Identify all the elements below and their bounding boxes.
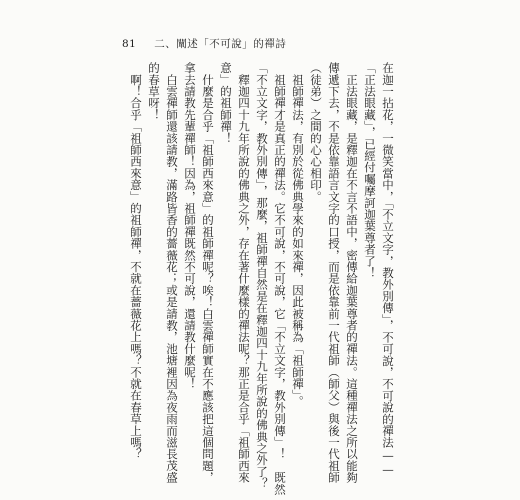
text-column: 白雲禪師還該請教，滿路皆香的薔薇花；或是請教，池塘裡因為夜雨而滋長茂盛 <box>165 62 179 484</box>
text-column: 拿去請教先輩禪師！因為，祖師禪既然不可說，還請教什麼呢！ <box>183 62 197 390</box>
text-column: 什麼是合乎「祖師西來意」的祖師禪呢？唉！白雲禪師實在不應該把這個問題， <box>201 62 215 484</box>
running-header <box>122 36 286 51</box>
text-column: 釋迦四十九年所說的佛典之外，存在著什麼樣的禪法呢？那正是合乎「祖師西來 <box>237 62 251 484</box>
text-column: 「不立文字，教外別傳」，那麼，祖師禪自然是在釋迦四十九年所說的佛典之外了？ <box>255 62 269 490</box>
text-column: 正法眼藏，是釋迦在不言不語中，密傳給迦葉尊者的禪法。這種禪法之所以能夠 <box>345 62 359 484</box>
text-column: 「正法眼藏」，已經付囑摩訶迦葉尊者了！ <box>363 62 377 279</box>
section-title: 二、闡述「不可說」的禪詩 <box>154 38 287 50</box>
page-number: 81 <box>122 38 137 50</box>
text-column: 意」的祖師禪！ <box>219 62 233 144</box>
text-column: 祖師禪才是真正的禪法。它不可說，不可說，它「不立文字，教外別傳」！ 既然 <box>273 62 287 495</box>
text-column: 傳遞下去，不是依靠語言文字的口授，而是依靠前一代祖師（師父）與後一代祖師 <box>327 62 341 484</box>
text-column: 在迦一拈花，一微笑當中，「不立文字，教外別傳」，不可說，不可說的禪法—— <box>381 62 395 477</box>
text-column: 祖師禪法，有別於從佛典學來的如來禪，因此被稱為「祖師禪」。 <box>291 62 305 408</box>
text-column: 啊！合乎「祖師西來意」的祖師禪，不就在薔薇花上嗎？不就在春草上嗎？ <box>129 62 143 460</box>
text-column: （徒弟）之間的心心相印。 <box>309 62 323 203</box>
text-column: 的春草呀！ <box>147 62 161 121</box>
